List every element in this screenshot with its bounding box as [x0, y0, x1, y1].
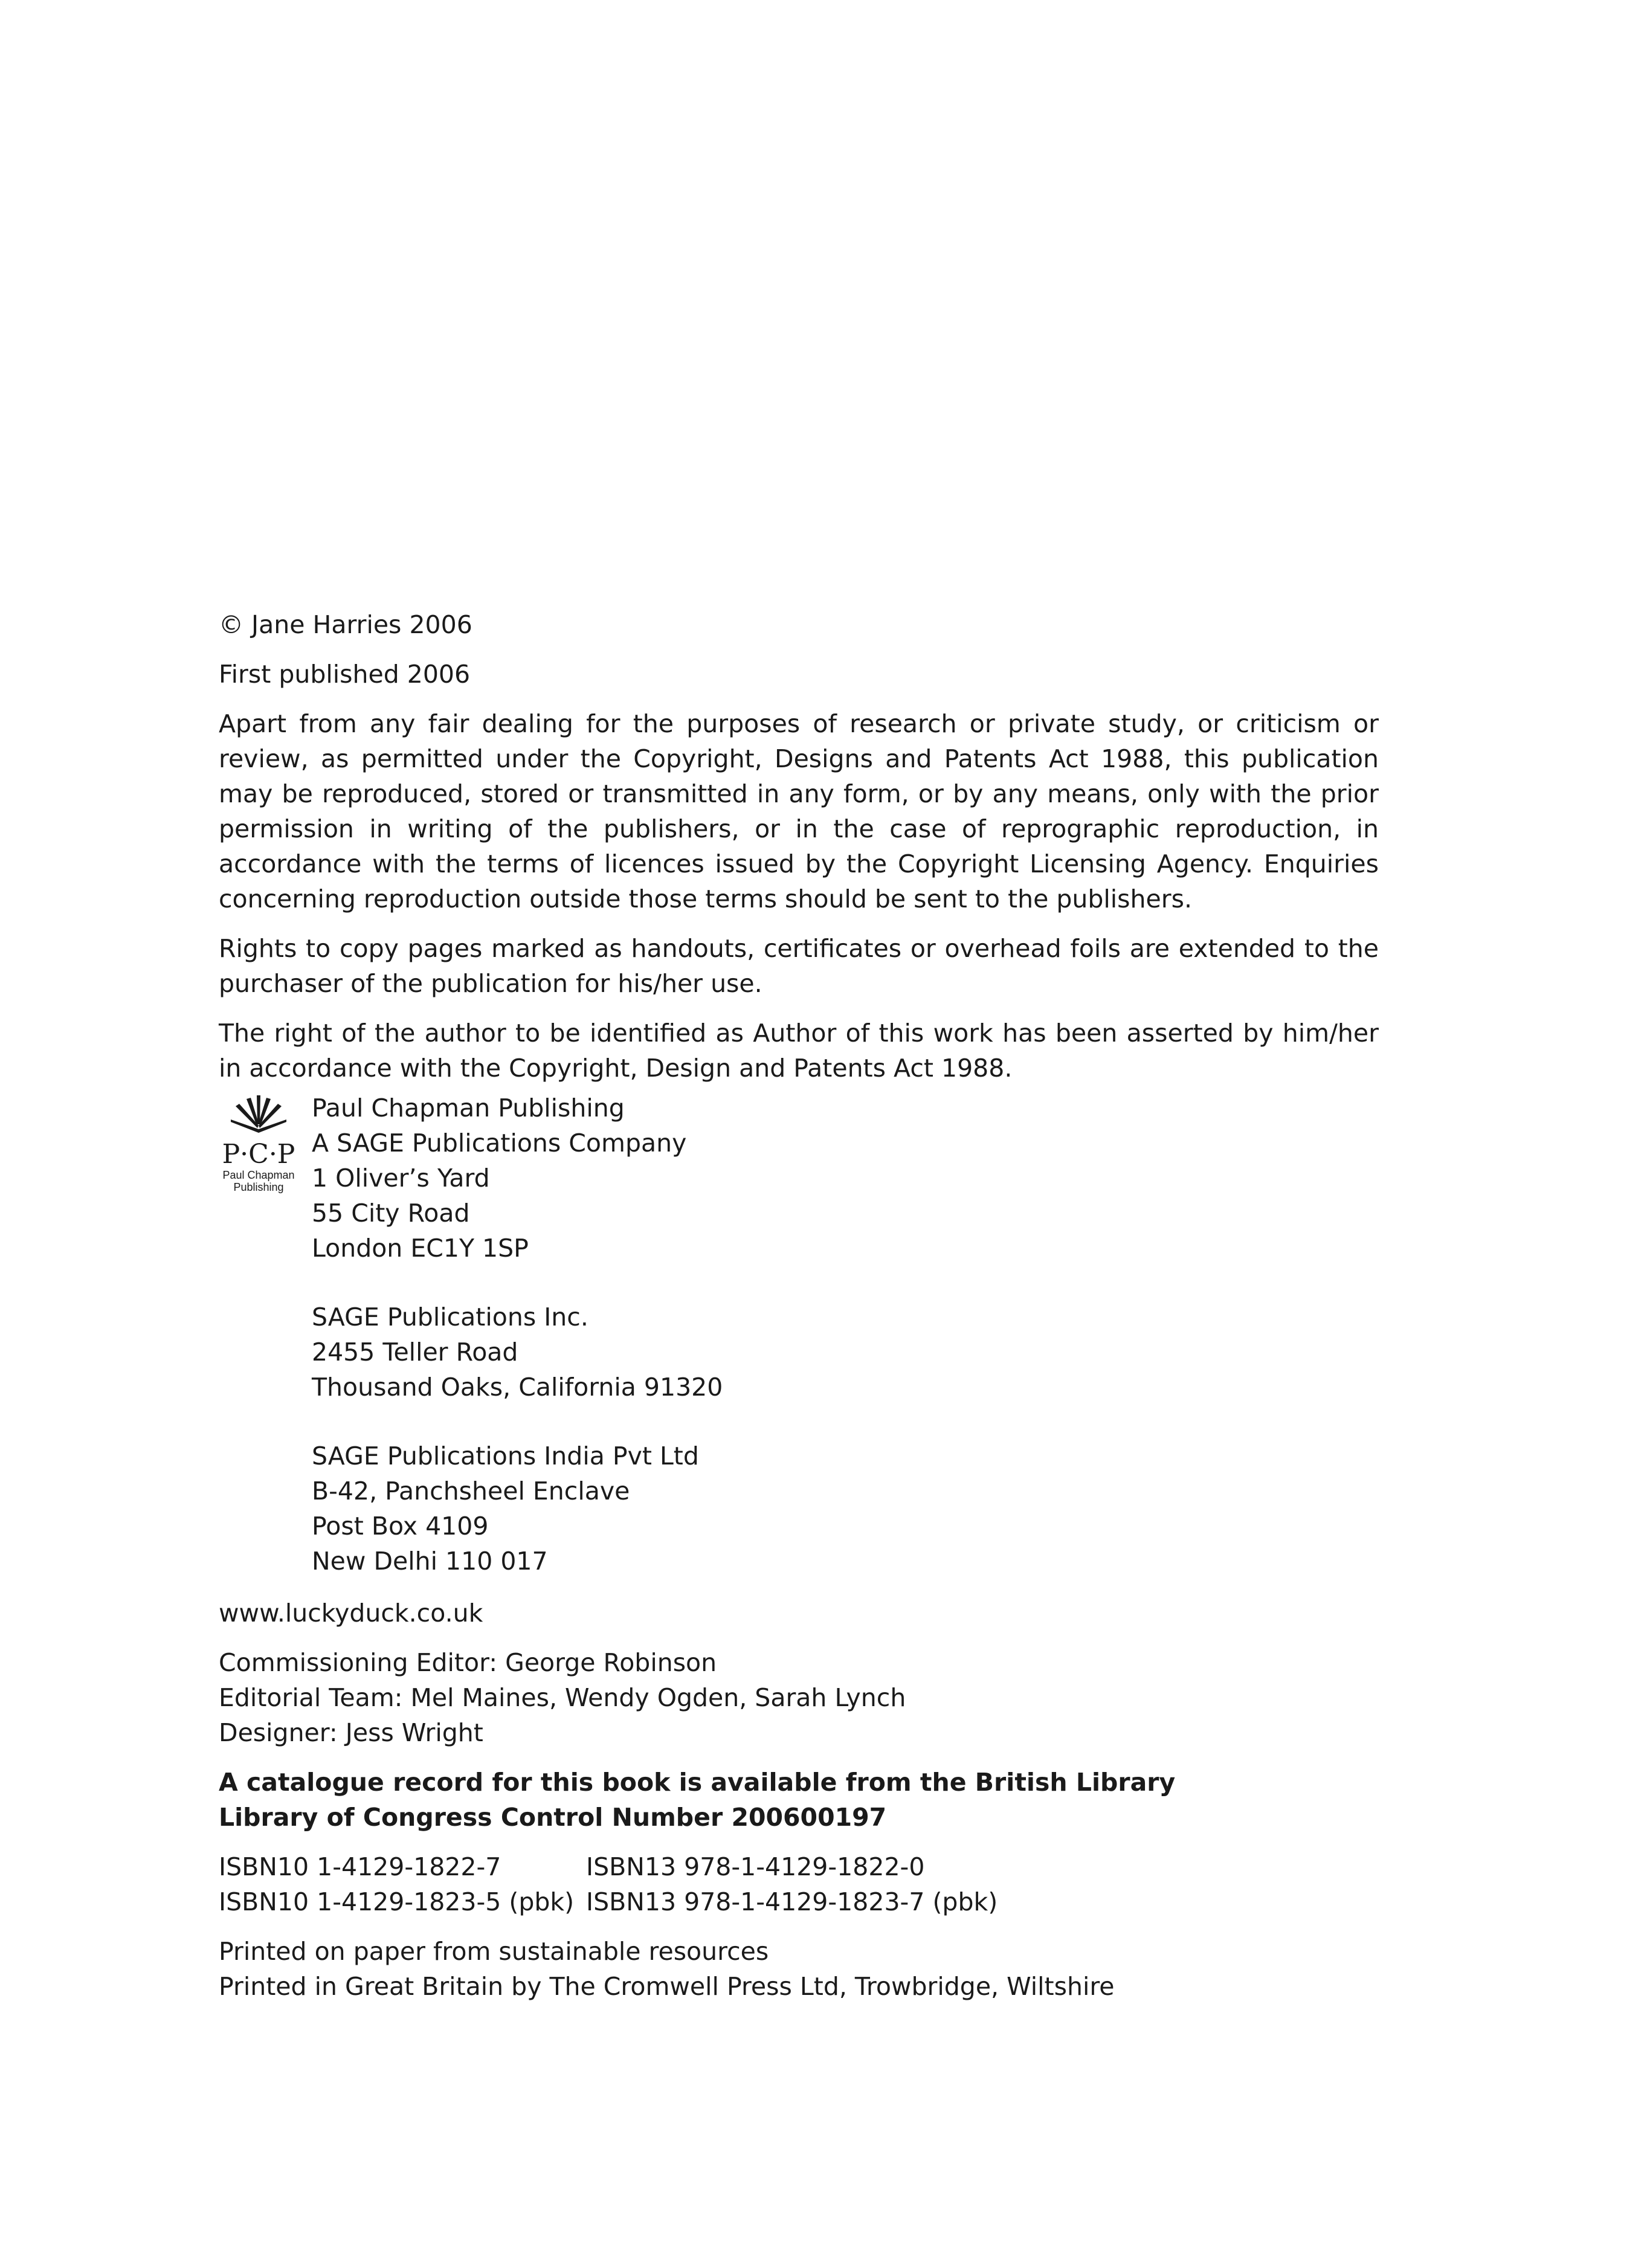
- address-line: 2455 Teller Road: [312, 1338, 518, 1367]
- catalogue-line: Library of Congress Control Number 200600197: [219, 1803, 887, 1832]
- imprint-content: [219, 607, 1379, 2004]
- address-line: A SAGE Publications Company: [312, 1129, 687, 1158]
- moral-rights-notice: The right of the author to be identified as Author of this work has been asserted by him/her in accordance with the Copyright, Design and Patents Act 1988.: [219, 1019, 1379, 1083]
- isbn-table: [219, 1849, 1379, 1919]
- logo-name-line1: Paul Chapman: [222, 1169, 295, 1181]
- credit-line: Designer: Jess Wright: [219, 1718, 483, 1747]
- isbn10: ISBN10 1-4129-1822-7: [219, 1852, 501, 1881]
- catalogue-record: [219, 1765, 1379, 1835]
- address-line: 1 Oliver’s Yard: [312, 1164, 490, 1193]
- isbn10: ISBN10 1-4129-1823-5 (pbk): [219, 1887, 575, 1916]
- address-line: Thousand Oaks, California 91320: [312, 1373, 723, 1402]
- isbn13: ISBN13 978-1-4129-1823-7 (pbk): [586, 1887, 998, 1916]
- pcp-logo-icon: [219, 1095, 298, 1198]
- credit-line: Commissioning Editor: George Robinson: [219, 1648, 717, 1677]
- printing-line: Printed in Great Britain by The Cromwell Press Ltd, Trowbridge, Wiltshire: [219, 1972, 1115, 2001]
- address-line: B-42, Panchsheel Enclave: [312, 1477, 630, 1506]
- logo-initials: P·C·P: [222, 1139, 295, 1170]
- address-line: London EC1Y 1SP: [312, 1234, 529, 1263]
- address-uk: [312, 1091, 1379, 1266]
- address-line: Post Box 4109: [312, 1512, 489, 1541]
- address-line: 55 City Road: [312, 1199, 470, 1228]
- first-published-line: First published 2006: [219, 660, 471, 689]
- copyright-line: © Jane Harries 2006: [219, 610, 472, 639]
- address-india: [312, 1438, 1379, 1579]
- isbn-row: [219, 1884, 1379, 1919]
- address-line: New Delhi 110 017: [312, 1547, 548, 1576]
- catalogue-line: A catalogue record for this book is available from the British Library: [219, 1768, 1176, 1797]
- isbn13: ISBN13 978-1-4129-1822-0: [586, 1852, 925, 1881]
- address-line: Paul Chapman Publishing: [312, 1094, 625, 1123]
- copy-rights-notice: Rights to copy pages marked as handouts, certificates or overhead foils are extended to the purchaser of the publication for his/her use.: [219, 934, 1379, 998]
- copyright-notice: Apart from any fair dealing for the purposes of research or private study, or criticism or review, as permitted under the Copyright, Designs and Patents Act 1988, this publication may be reproduced, stored or transmitted in any form, or by any means, only with the prior permission in writing of the publishers, or in the case of reprographic reproduction, in accordance with the terms of licences issued by the Copyright Licensing Agency. Enquiries concerning reproduction outside those terms should be sent to the publishers.: [219, 709, 1379, 913]
- address-us: [312, 1300, 1379, 1405]
- isbn-row: [219, 1849, 1379, 1884]
- address-line: SAGE Publications Inc.: [312, 1303, 588, 1332]
- printing-line: Printed on paper from sustainable resources: [219, 1937, 769, 1966]
- logo-name-line2: Publishing: [233, 1181, 284, 1193]
- website-link[interactable]: www.luckyduck.co.uk: [219, 1599, 483, 1628]
- address-line: SAGE Publications India Pvt Ltd: [312, 1442, 699, 1471]
- printing-info: [219, 1934, 1379, 2004]
- publisher-addresses: [219, 1091, 1379, 1579]
- credits: [219, 1645, 1379, 1750]
- credit-line: Editorial Team: Mel Maines, Wendy Ogden, Sarah Lynch: [219, 1683, 906, 1712]
